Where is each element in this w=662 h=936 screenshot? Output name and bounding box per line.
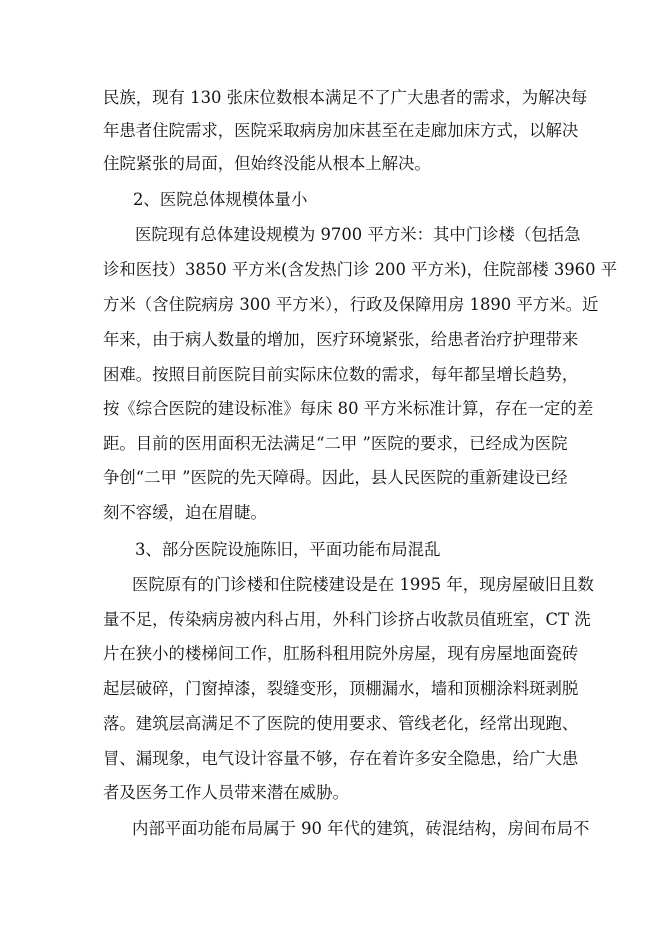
section-heading: 3、部分医院设施陈旧，平面功能布局混乱 <box>135 540 441 559</box>
body-text-line: 民族，现有 130 张床位数根本满足不了广大患者的需求，为解决每 <box>103 88 588 107</box>
body-text-line: 住院紧张的局面，但始终没能从根本上解决。 <box>103 154 431 173</box>
body-text-line: 内部平面功能布局属于 90 年代的建筑，砖混结构，房间布局不 <box>132 819 590 838</box>
body-text-line: 落。建筑层高满足不了医院的使用要求、管线老化，经常出现跑、 <box>103 714 579 733</box>
body-text-line: 者及医务工作人员带来潜在威胁。 <box>103 783 349 802</box>
body-text-line: 刻不容缓，迫在眉睫。 <box>103 503 267 522</box>
body-text-line: 困难。按照目前医院目前实际床位数的需求，每年都呈增长趋势， <box>103 365 579 384</box>
body-text-line: 量不足，传染病房被内科占用，外科门诊挤占收款员值班室，CT 洗 <box>103 610 591 629</box>
body-text-line: 起层破碎，门窗掉漆，裂缝变形，顶棚漏水，墙和顶棚涂料斑剥脱 <box>103 679 579 698</box>
body-text-line: 争创“二甲 ”医院的先天障碍。因此，县人民医院的重新建设已经 <box>103 468 568 487</box>
body-text-line: 医院原有的门诊楼和住院楼建设是在 1995 年，现房屋破旧且数 <box>132 575 594 594</box>
body-text-line: 距。目前的医用面积无法满足“二甲 ”医院的要求，已经成为医院 <box>103 434 568 453</box>
body-text-line: 方米（含住院病房 300 平方米），行政及保障用房 1890 平方米。近 <box>103 295 599 314</box>
body-text-line: 医院现有总体建设规模为 9700 平方米：其中门诊楼（包括急 <box>135 225 581 244</box>
body-text-line: 按《综合医院的建设标准》每床 80 平方米标准计算，存在一定的差 <box>103 399 594 418</box>
body-text-line: 诊和医技）3850 平方米(含发热门诊 200 平方米)，住院部楼 3960 平 <box>103 260 618 279</box>
body-text-line: 年患者住院需求，医院采取病房加床甚至在走廊加床方式，以解决 <box>103 121 579 140</box>
section-heading: 2、医院总体规模体量小 <box>133 190 308 209</box>
body-text-line: 年来，由于病人数量的增加，医疗环境紧张，给患者治疗护理带来 <box>103 330 579 349</box>
body-text-line: 片在狭小的楼梯间工作，肛肠科租用院外房屋，现有房屋地面瓷砖 <box>103 644 579 663</box>
body-text-line: 冒、漏现象，电气设计容量不够，存在着许多安全隐患，给广大患 <box>103 749 579 768</box>
